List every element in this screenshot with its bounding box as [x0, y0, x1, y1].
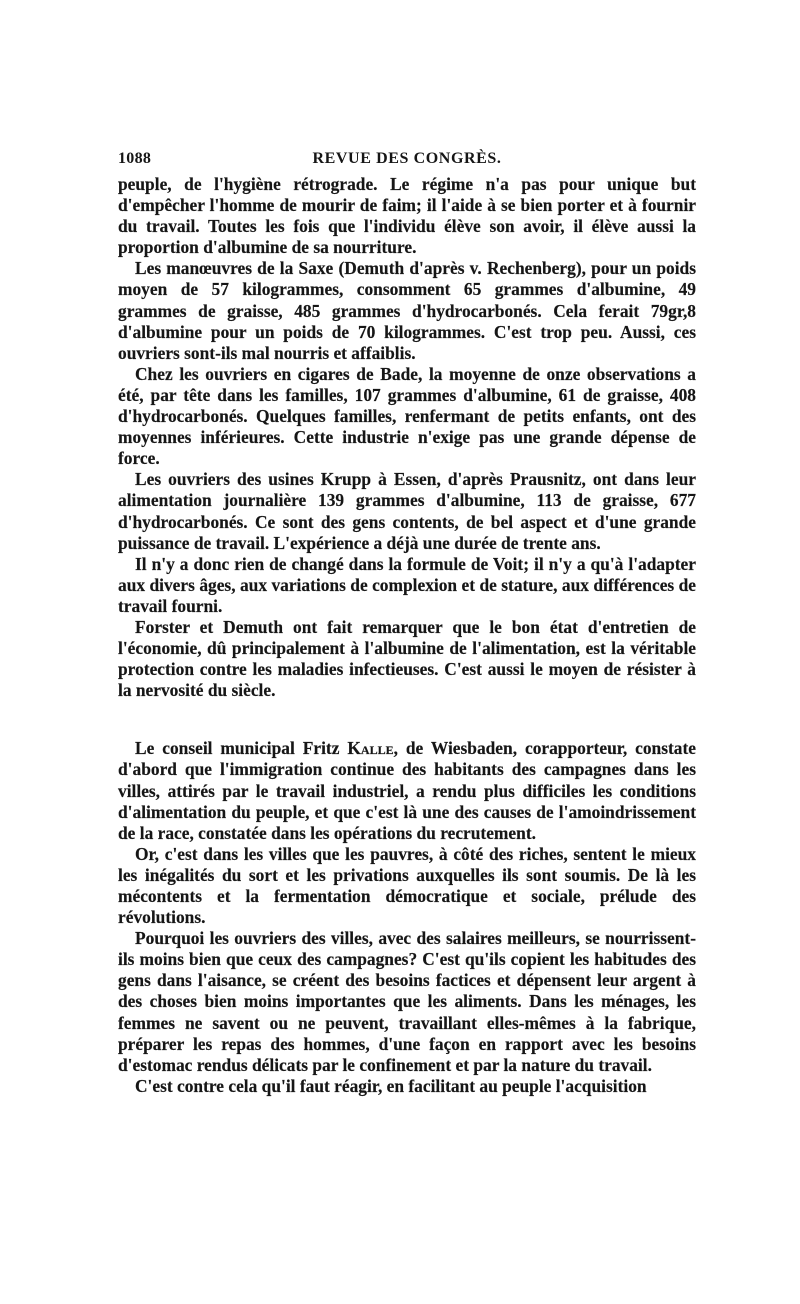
page-header [118, 144, 696, 174]
kalle-intro-rest: , de Wiesbaden, corapporteur, constate d'abord que l'immigration continue des habitants des campagnes dans les villes, attirés par le travail industriel, a rendu plus difficiles les conditions d'alimentation du peuple, et que c'est là une des causes de l'amoindrissement de la race, constatée dans les opérations du recrutement. [118, 738, 696, 843]
running-title: REVUE DES CONGRÈS. [312, 150, 502, 167]
section-hygiene-diet [118, 174, 696, 701]
paragraph-cigar-workers: Chez les ouvriers en cigares de Bade, la moyenne de onze observations a été, par tête dans les familles, 107 grammes d'albumine, 61 de graisse, 408 d'hydrocarbonés. Quelques familles, renfermant de petits enfants, ont des moyennes inférieures. Cette industrie n'exige pas une grande dépense de force. [118, 363, 696, 469]
paragraph-voit-formula: Il n'y a donc rien de changé dans la formule de Voit; il n'y a qu'à l'adapter aux divers âges, aux variations de complexion et de stature, aux différences de travail fourni. [118, 553, 696, 616]
kalle-intro-start: Le conseil municipal Fritz [135, 738, 348, 759]
paragraph-continued: peuple, de l'hygiène rétrograde. Le régime n'a pas pour unique but d'empêcher l'homme de mourir de faim; il l'aide à se bien porter et à fournir du travail. Toutes les fois que l'individu élève son avoir, il élève aussi la proportion d'albumine de sa nourriture. [118, 174, 696, 258]
paragraph-urban-poor: Or, c'est dans les villes que les pauvres, à côté des riches, sentent le mieux les inégalités du sort et les privations auxquelles ils sont soumis. De là les mécontents et la fermentation démocratique et sociale, prélude des révolutions. [118, 843, 696, 928]
paragraph-urban-workers-diet: Pourquoi les ouvriers des villes, avec des salaires meilleurs, se nourrissent-ils moins bien que ceux des campagnes? C'est qu'ils copient les habitudes des gens dans l'aisance, se créent des besoins factices et dépensent leur argent à des choses bien moins importantes que les aliments. Dans les ménages, les femmes ne savent ou ne peuvent, travaillant elles-mêmes à la fabrique, préparer les repas des hommes, d'une façon en rapport avec les besoins d'estomac rendus délicats par le confinement et par la nature du travail. [118, 928, 696, 1075]
document-page [118, 144, 696, 1097]
paragraph-forster-demuth: Forster et Demuth ont fait remarquer que le bon état d'entretien de l'économie, dû principalement à l'albumine de l'alimentation, est la véritable protection contre les maladies infectieuses. C'est aussi le moyen de résister à la nervosité du siècle. [118, 616, 696, 701]
paragraph-react: C'est contre cela qu'il faut réagir, en facilitant au peuple l'acquisition [135, 1075, 647, 1096]
paragraph-krupp-workers: Les ouvriers des usines Krupp à Essen, d'après Prausnitz, ont dans leur alimentation journalière 139 grammes d'albumine, 113 de graisse, 677 d'hydrocarbonés. Ce sont des gens contents, de bel aspect et d'une grande puissance de travail. L'expérience a déjà une durée de trente ans. [118, 469, 696, 553]
paragraph-kalle-intro [118, 738, 696, 843]
page-number: 1088 [118, 150, 152, 167]
section-kalle-report [118, 738, 696, 1097]
paragraph-saxony-workers: Les manœuvres de la Saxe (Demuth d'après v. Rechenberg), pour un poids moyen de 57 kilogrammes, consomment 65 grammes d'albumine, 49 grammes de graisse, 485 grammes d'hydrocarbonés. Cela ferait 79gr,8 d'albumine pour un poids de 70 kilogrammes. C'est trop peu. Aussi, ces ouvriers sont-ils mal nourris et affaiblis. [118, 258, 696, 363]
speaker-surname: Kalle [347, 738, 394, 759]
